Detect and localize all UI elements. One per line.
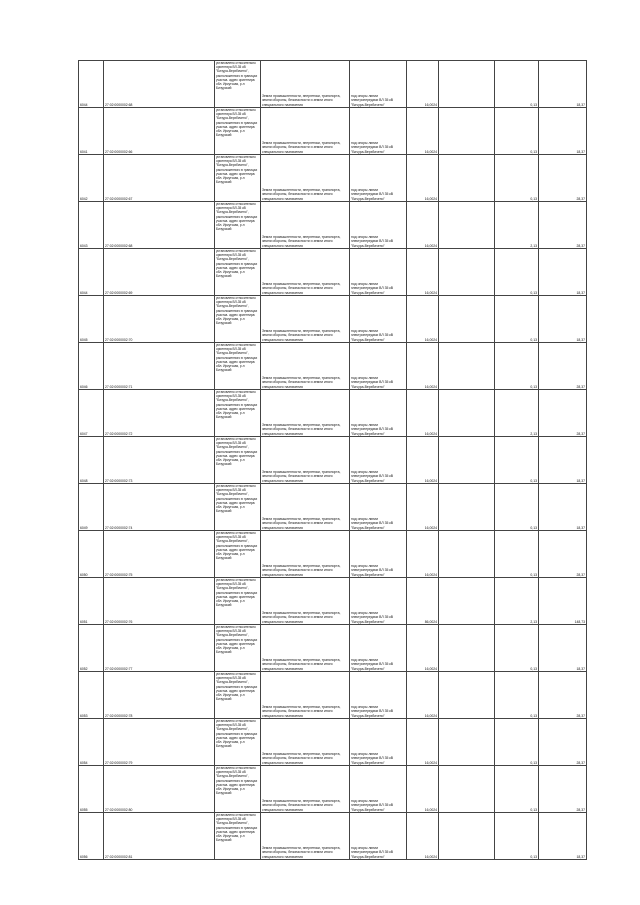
row-number-cell: 6056: [79, 813, 104, 860]
land-category-cell: Земли промышленности, энергетики, транспорта, земли обороны, безопасности и земли иного специального назначения: [261, 672, 350, 719]
permitted-use-cell: под опоры линии электропередачи ВЛ 35 кВ "Бичура-Верхбичено": [350, 343, 407, 390]
area-cell: 16,0024: [407, 390, 439, 437]
table-row: [79, 672, 587, 719]
empty-cell: [439, 249, 495, 296]
empty-cell: [439, 202, 495, 249]
share-cell: 0,13: [495, 766, 539, 813]
location-cell: установлено относительно ориентира ВЛ-35 кВ "Бичура-Верхбичено", расположенного в границах участка. адрес ориентира: обл. Иркутская, р-н Бичурский: [215, 249, 261, 296]
land-category-cell: Земли промышленности, энергетики, транспорта, земли обороны, безопасности и земли иного специального назначения: [261, 578, 350, 625]
location-cell: установлено относительно ориентира ВЛ-35 кВ "Бичура-Верхбичено", расположенного в границах участка. адрес ориентира: обл. Иркутская, р-н Бичурский: [215, 108, 261, 155]
permitted-use-cell: под опоры линии электропередачи ВЛ 35 кВ "Бичура-Верхбичено": [350, 296, 407, 343]
land-category-cell: Земли промышленности, энергетики, транспорта, земли обороны, безопасности и земли иного специального назначения: [261, 296, 350, 343]
land-category-cell: Земли промышленности, энергетики, транспорта, земли обороны, безопасности и земли иного специального назначения: [261, 343, 350, 390]
empty-cell: [439, 437, 495, 484]
value-cell: 18,37: [539, 484, 587, 531]
empty-cell: [439, 155, 495, 202]
location-cell: установлено относительно ориентира ВЛ-35 кВ "Бичура-Верхбичено", расположенного в границах участка. адрес ориентира: обл. Иркутская, р-н Бичурский: [215, 719, 261, 766]
row-number-cell: 6044: [79, 249, 104, 296]
cadastral-number-cell: 27:02:0000002:78: [104, 672, 215, 719]
cadastral-number-cell: 27:02:0000002:73: [104, 437, 215, 484]
area-cell: 16,0024: [407, 296, 439, 343]
empty-cell: [439, 296, 495, 343]
empty-cell: [439, 578, 495, 625]
table-row: [79, 625, 587, 672]
table-row: [79, 108, 587, 155]
empty-cell: [439, 719, 495, 766]
location-cell: установлено относительно ориентира ВЛ-35 кВ "Бичура-Верхбичено", расположенного в границах участка. адрес ориентира: обл. Иркутская, р-н Бичурский: [215, 296, 261, 343]
location-cell: установлено относительно ориентира ВЛ-35 кВ "Бичура-Верхбичено", расположенного в границах участка. адрес ориентира: обл. Иркутская, р-н Бичурский: [215, 437, 261, 484]
value-cell: 18,37: [539, 437, 587, 484]
table-row: [79, 531, 587, 578]
cadastral-number-cell: 27:02:0000002:72: [104, 390, 215, 437]
table-row: [79, 390, 587, 437]
share-cell: 0,13: [495, 108, 539, 155]
value-cell: 18,37: [539, 296, 587, 343]
share-cell: 0,13: [495, 249, 539, 296]
location-cell: установлено относительно ориентира ВЛ-35 кВ "Бичура-Верхбичено", расположенного в границах участка. адрес ориентира: обл. Иркутская, р-н Бичурский: [215, 61, 261, 108]
table-row: [79, 296, 587, 343]
area-cell: 16,0024: [407, 61, 439, 108]
empty-cell: [439, 672, 495, 719]
permitted-use-cell: под опоры линии электропередачи ВЛ 35 кВ "Бичура-Верхбичено": [350, 672, 407, 719]
land-category-cell: Земли промышленности, энергетики, транспорта, земли обороны, безопасности и земли иного специального назначения: [261, 813, 350, 860]
row-number-cell: 6051: [79, 578, 104, 625]
value-cell: 18,37: [539, 625, 587, 672]
permitted-use-cell: под опоры линии электропередачи ВЛ 35 кВ "Бичура-Верхбичено": [350, 202, 407, 249]
cadastral-number-cell: 27:02:0000002:76: [104, 578, 215, 625]
permitted-use-cell: под опоры линии электропередачи ВЛ 35 кВ "Бичура-Верхбичено": [350, 719, 407, 766]
value-cell: 18,37: [539, 249, 587, 296]
share-cell: 0,13: [495, 484, 539, 531]
share-cell: 2,13: [495, 202, 539, 249]
land-category-cell: Земли промышленности, энергетики, транспорта, земли обороны, безопасности и земли иного специального назначения: [261, 61, 350, 108]
area-cell: 16,0024: [407, 484, 439, 531]
value-cell: 28,37: [539, 719, 587, 766]
cadastral-number-cell: 27:02:0000002:68: [104, 61, 215, 108]
land-category-cell: Земли промышленности, энергетики, транспорта, земли обороны, безопасности и земли иного специального назначения: [261, 108, 350, 155]
location-cell: установлено относительно ориентира ВЛ-35 кВ "Бичура-Верхбичено", расположенного в границах участка. адрес ориентира: обл. Иркутская, р-н Бичурский: [215, 531, 261, 578]
row-number-cell: 6048: [79, 437, 104, 484]
permitted-use-cell: под опоры линии электропередачи ВЛ 35 кВ "Бичура-Верхбичено": [350, 766, 407, 813]
row-number-cell: 6042: [79, 155, 104, 202]
table-row: [79, 202, 587, 249]
row-number-cell: 6049: [79, 484, 104, 531]
share-cell: 0,13: [495, 813, 539, 860]
land-category-cell: Земли промышленности, энергетики, транспорта, земли обороны, безопасности и земли иного специального назначения: [261, 625, 350, 672]
cadastral-number-cell: 27:02:0000002:79: [104, 719, 215, 766]
table-row: [79, 813, 587, 860]
share-cell: 0,13: [495, 719, 539, 766]
area-cell: 16,0024: [407, 437, 439, 484]
table-row: [79, 484, 587, 531]
value-cell: 28,37: [539, 531, 587, 578]
table-row: [79, 249, 587, 296]
cadastral-number-cell: 27:02:0000002:80: [104, 766, 215, 813]
row-number-cell: 6041: [79, 108, 104, 155]
row-number-cell: 6046: [79, 343, 104, 390]
permitted-use-cell: под опоры линии электропередачи ВЛ 35 кВ "Бичура-Верхбичено": [350, 61, 407, 108]
land-plots-table: [78, 60, 587, 860]
permitted-use-cell: под опоры линии электропередачи ВЛ 35 кВ "Бичура-Верхбичено": [350, 484, 407, 531]
value-cell: 148,73: [539, 578, 587, 625]
table-body: [79, 61, 587, 860]
cadastral-number-cell: 27:02:0000002:75: [104, 531, 215, 578]
area-cell: 16,0024: [407, 813, 439, 860]
cadastral-number-cell: 27:02:0000002:66: [104, 108, 215, 155]
land-category-cell: Земли промышленности, энергетики, транспорта, земли обороны, безопасности и земли иного специального назначения: [261, 766, 350, 813]
cadastral-number-cell: 27:02:0000002:77: [104, 625, 215, 672]
empty-cell: [439, 390, 495, 437]
area-cell: 16,0024: [407, 249, 439, 296]
cadastral-number-cell: 27:02:0000002:74: [104, 484, 215, 531]
area-cell: 16,0024: [407, 202, 439, 249]
share-cell: 0,13: [495, 531, 539, 578]
cadastral-number-cell: 27:02:0000002:71: [104, 343, 215, 390]
table-row: [79, 61, 587, 108]
row-number-cell: 6050: [79, 531, 104, 578]
location-cell: установлено относительно ориентира ВЛ-35 кВ "Бичура-Верхбичено", расположенного в границах участка. адрес ориентира: обл. Иркутская, р-н Бичурский: [215, 672, 261, 719]
cadastral-number-cell: 27:02:0000002:81: [104, 813, 215, 860]
empty-cell: [439, 813, 495, 860]
location-cell: установлено относительно ориентира ВЛ-35 кВ "Бичура-Верхбичено", расположенного в границах участка. адрес ориентира: обл. Иркутская, р-н Бичурский: [215, 813, 261, 860]
share-cell: 2,13: [495, 390, 539, 437]
land-category-cell: Земли промышленности, энергетики, транспорта, земли обороны, безопасности и земли иного специального назначения: [261, 437, 350, 484]
area-cell: 16,0024: [407, 625, 439, 672]
location-cell: установлено относительно ориентира ВЛ-35 кВ "Бичура-Верхбичено", расположенного в границах участка. адрес ориентира: обл. Иркутская, р-н Бичурский: [215, 578, 261, 625]
value-cell: 28,37: [539, 390, 587, 437]
area-cell: 16,0024: [407, 155, 439, 202]
permitted-use-cell: под опоры линии электропередачи ВЛ 35 кВ "Бичура-Верхбичено": [350, 625, 407, 672]
permitted-use-cell: под опоры линии электропередачи ВЛ 35 кВ "Бичура-Верхбичено": [350, 531, 407, 578]
row-number-cell: 6055: [79, 766, 104, 813]
row-number-cell: 6052: [79, 625, 104, 672]
land-category-cell: Земли промышленности, энергетики, транспорта, земли обороны, безопасности и земли иного специального назначения: [261, 484, 350, 531]
share-cell: 0,13: [495, 343, 539, 390]
share-cell: 0,13: [495, 672, 539, 719]
empty-cell: [439, 625, 495, 672]
table-row: [79, 343, 587, 390]
land-category-cell: Земли промышленности, энергетики, транспорта, земли обороны, безопасности и земли иного специального назначения: [261, 719, 350, 766]
permitted-use-cell: под опоры линии электропередачи ВЛ 35 кВ "Бичура-Верхбичено": [350, 578, 407, 625]
location-cell: установлено относительно ориентира ВЛ-35 кВ "Бичура-Верхбичено", расположенного в границах участка. адрес ориентира: обл. Иркутская, р-н Бичурский: [215, 625, 261, 672]
land-category-cell: Земли промышленности, энергетики, транспорта, земли обороны, безопасности и земли иного специального назначения: [261, 531, 350, 578]
share-cell: 2,13: [495, 578, 539, 625]
empty-cell: [439, 484, 495, 531]
permitted-use-cell: под опоры линии электропередачи ВЛ 35 кВ "Бичура-Верхбичено": [350, 390, 407, 437]
value-cell: 18,37: [539, 813, 587, 860]
row-number-cell: 6047: [79, 390, 104, 437]
permitted-use-cell: под опоры линии электропередачи ВЛ 35 кВ "Бичура-Верхбичено": [350, 813, 407, 860]
cadastral-number-cell: 27:02:0000002:68: [104, 202, 215, 249]
area-cell: 16,0024: [407, 531, 439, 578]
location-cell: установлено относительно ориентира ВЛ-35 кВ "Бичура-Верхбичено", расположенного в границах участка. адрес ориентира: обл. Иркутская, р-н Бичурский: [215, 343, 261, 390]
empty-cell: [439, 61, 495, 108]
area-cell: 16,0024: [407, 672, 439, 719]
table-row: [79, 155, 587, 202]
value-cell: 28,37: [539, 155, 587, 202]
location-cell: установлено относительно ориентира ВЛ-35 кВ "Бичура-Верхбичено", расположенного в границах участка. адрес ориентира: обл. Иркутская, р-н Бичурский: [215, 484, 261, 531]
share-cell: 0,13: [495, 625, 539, 672]
share-cell: 0,13: [495, 437, 539, 484]
land-category-cell: Земли промышленности, энергетики, транспорта, земли обороны, безопасности и земли иного специального назначения: [261, 202, 350, 249]
value-cell: 28,37: [539, 343, 587, 390]
row-number-cell: 6053: [79, 672, 104, 719]
share-cell: 0,13: [495, 155, 539, 202]
value-cell: 28,37: [539, 766, 587, 813]
empty-cell: [439, 766, 495, 813]
permitted-use-cell: под опоры линии электропередачи ВЛ 35 кВ "Бичура-Верхбичено": [350, 155, 407, 202]
share-cell: 0,13: [495, 296, 539, 343]
value-cell: 18,37: [539, 108, 587, 155]
location-cell: установлено относительно ориентира ВЛ-35 кВ "Бичура-Верхбичено", расположенного в границах участка. адрес ориентира: обл. Иркутская, р-н Бичурский: [215, 766, 261, 813]
value-cell: 18,37: [539, 61, 587, 108]
empty-cell: [439, 343, 495, 390]
row-number-cell: 6054: [79, 719, 104, 766]
table-row: [79, 578, 587, 625]
table-row: [79, 766, 587, 813]
value-cell: 28,37: [539, 672, 587, 719]
area-cell: 16,0024: [407, 343, 439, 390]
area-cell: 16,0024: [407, 108, 439, 155]
land-category-cell: Земли промышленности, энергетики, транспорта, земли обороны, безопасности и земли иного специального назначения: [261, 155, 350, 202]
value-cell: 28,37: [539, 202, 587, 249]
location-cell: установлено относительно ориентира ВЛ-35 кВ "Бичура-Верхбичено", расположенного в границах участка. адрес ориентира: обл. Иркутская, р-н Бичурский: [215, 155, 261, 202]
empty-cell: [439, 531, 495, 578]
share-cell: 0,13: [495, 61, 539, 108]
row-number-cell: 6043: [79, 202, 104, 249]
row-number-cell: 6044: [79, 61, 104, 108]
land-category-cell: Земли промышленности, энергетики, транспорта, земли обороны, безопасности и земли иного специального назначения: [261, 390, 350, 437]
cadastral-number-cell: 27:02:0000002:69: [104, 249, 215, 296]
table-row: [79, 437, 587, 484]
location-cell: установлено относительно ориентира ВЛ-35 кВ "Бичура-Верхбичено", расположенного в границах участка. адрес ориентира: обл. Иркутская, р-н Бичурский: [215, 390, 261, 437]
area-cell: 16,0024: [407, 719, 439, 766]
cadastral-number-cell: 27:02:0000002:67: [104, 155, 215, 202]
land-category-cell: Земли промышленности, энергетики, транспорта, земли обороны, безопасности и земли иного специального назначения: [261, 249, 350, 296]
row-number-cell: 6045: [79, 296, 104, 343]
empty-cell: [439, 108, 495, 155]
table-row: [79, 719, 587, 766]
permitted-use-cell: под опоры линии электропередачи ВЛ 35 кВ "Бичура-Верхбичено": [350, 437, 407, 484]
permitted-use-cell: под опоры линии электропередачи ВЛ 35 кВ "Бичура-Верхбичено": [350, 108, 407, 155]
area-cell: 16,0024: [407, 766, 439, 813]
cadastral-number-cell: 27:02:0000002:70: [104, 296, 215, 343]
permitted-use-cell: под опоры линии электропередачи ВЛ 35 кВ "Бичура-Верхбичено": [350, 249, 407, 296]
area-cell: 86,0024: [407, 578, 439, 625]
location-cell: установлено относительно ориентира ВЛ-35 кВ "Бичура-Верхбичено", расположенного в границах участка. адрес ориентира: обл. Иркутская, р-н Бичурский: [215, 202, 261, 249]
